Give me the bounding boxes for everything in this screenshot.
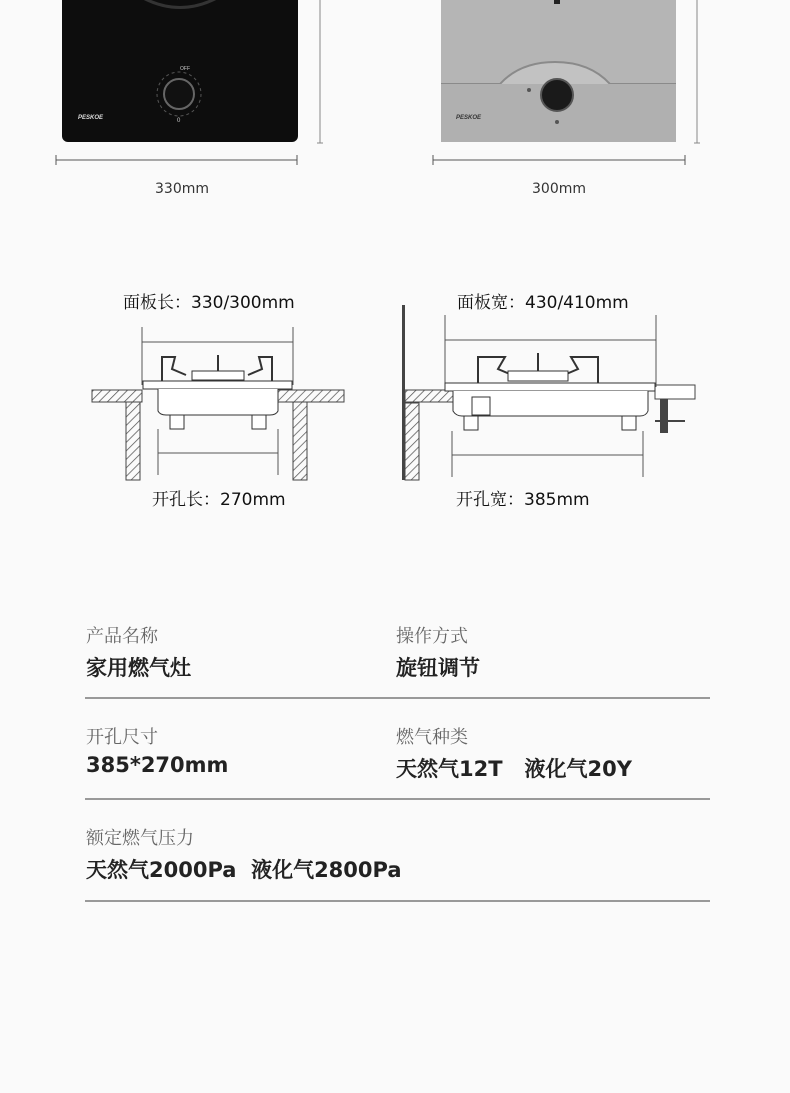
rated-pressure-label: 额定燃气压力 [86, 828, 194, 849]
stainless-steel-hob-image [441, 0, 676, 142]
brand-logo: PESKOE [456, 115, 482, 121]
operation-label: 操作方式 [396, 626, 468, 647]
cutout-size-value: 385*270mm [86, 753, 229, 777]
width-cutout-diagram [402, 305, 695, 480]
panel-length-label: 面板长：330/300mm [123, 293, 295, 313]
knob-icon [164, 79, 194, 109]
installation-diagrams [0, 305, 790, 485]
dial-bottom-label: 0 [177, 118, 181, 124]
divider [85, 900, 710, 902]
black-glass-hob-image [62, 0, 298, 142]
knob-icon [541, 79, 573, 111]
product-name-label: 产品名称 [86, 626, 158, 647]
right-width-label: 300mm [532, 181, 586, 197]
gas-type-label: 燃气种类 [396, 727, 468, 748]
brand-logo: PESKOE [78, 115, 104, 121]
gas-type-value: 天然气12T 液化气20Y [396, 757, 632, 781]
divider [85, 697, 710, 699]
divider [85, 798, 710, 800]
product-name-value: 家用燃气灶 [86, 656, 191, 680]
operation-value: 旋钮调节 [396, 656, 480, 680]
length-cutout-diagram [92, 327, 344, 480]
cutout-size-label: 开孔尺寸 [86, 727, 158, 748]
cutout-length-label: 开孔长：270mm [152, 490, 286, 510]
panel-width-label: 面板宽：430/410mm [457, 293, 629, 313]
cutout-width-label: 开孔宽：385mm [456, 490, 590, 510]
rated-pressure-value: 天然气2000Pa 液化气2800Pa [86, 858, 402, 882]
dial-top-label: OFF [180, 66, 190, 72]
product-photos [0, 0, 790, 210]
left-width-label: 330mm [155, 181, 209, 197]
